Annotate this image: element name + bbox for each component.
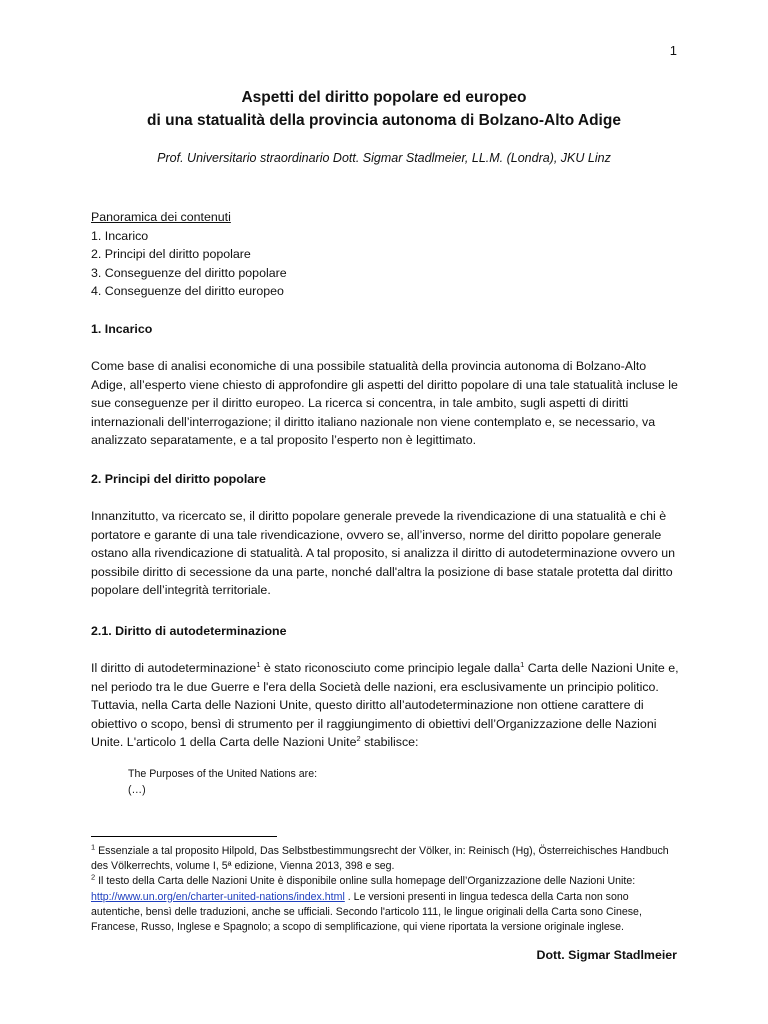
body-text: Carta delle Nazioni Unite e, nel periodo tra le due Guerre e l'era della Società delle nazioni, era esclusivamente un principio politico. Tuttavia, nella Carta delle Nazioni Unite, questo diritto all’autodeterminazione non ottiene carattere di obiettivo o scopo, bensì di strumento per il raggiungimento di obiettivi dell’Organizzazione delle Nazioni Unite. L'articolo 1 della Carta delle Nazioni Unite: [91, 661, 679, 749]
title-line-2: di una statualità della provincia autonoma di Bolzano-Alto Adige: [147, 112, 621, 129]
footnote-ref-1b[interactable]: 1: [520, 659, 525, 669]
charter-quote: [128, 766, 317, 798]
body-text: è stato riconosciuto come principio legale dalla: [260, 661, 521, 675]
section-2-1-heading: 2.1. Diritto di autodeterminazione: [91, 624, 287, 638]
title-line-1: Aspetti del diritto popolare ed europeo: [241, 89, 527, 106]
toc-item: 1. Incarico: [91, 228, 149, 243]
section-2-1-body: [91, 659, 681, 752]
un-charter-link[interactable]: http://www.un.org/en/charter-united-nations/index.html: [91, 890, 345, 903]
footnote-separator: [91, 836, 277, 837]
table-of-contents: [91, 208, 681, 301]
section-1-body: Come base di analisi economiche di una possibile statualità della provincia autonoma di Bolzano-Alto Adige, all’esperto viene chiesto di approfondire gli aspetti del diritto popolare di una tale statualità incluse le sue conseguenze per il diritto europeo. La ricerca si concentra, in tale ambito, sugli aspetti di diritti internazionali dell’interrogazione; il diritto italiano nazionale non viene contemplato e, se necessario, va analizzato separatamente, e a tal proposito l’esperto non è legittimato.: [91, 359, 678, 447]
footnote-text: Il testo della Carta delle Nazioni Unite è disponibile online sulla homepage dell’Organizzazione delle Nazioni Unite:: [95, 875, 636, 888]
footnote-2: [91, 874, 681, 935]
quote-line: The Purposes of the United Nations are:: [128, 768, 318, 780]
toc-item: 3. Conseguenze del diritto popolare: [91, 265, 287, 280]
footnote-1: [91, 844, 681, 874]
toc-item: 4. Conseguenze del diritto europeo: [91, 284, 284, 298]
toc-heading: Panoramica dei contenuti: [91, 210, 231, 224]
toc-item: 2. Principi del diritto popolare: [91, 247, 251, 261]
author-line: Prof. Universitario straordinario Dott. Sigmar Stadlmeier, LL.M. (Londra), JKU Linz: [157, 151, 611, 165]
footnotes: [91, 844, 681, 935]
document-title: [0, 86, 768, 132]
footnote-text: . Le versioni presenti in lingua tedesca della Carta non sono autentiche, bensì delle traduzioni, anche se ufficiali. Secondo l'articolo 111, le lingue originali della Carta sono Cinese, Francese, Russo, Inglese e Spagnolo; a scopo di semplificazione, qui viene riportata la versione originale inglese.: [91, 890, 642, 934]
footnote-number: 2: [91, 872, 96, 882]
footnote-number: 1: [91, 842, 96, 852]
section-1-heading: 1. Incarico: [91, 322, 153, 336]
footnote-ref-1[interactable]: 1: [256, 659, 261, 669]
section-2-body: Innanzitutto, va ricercato se, il diritto popolare generale prevede la rivendicazione di una statualità e chi è portatore e garante di una tale rivendicazione, ovvero se, all’inverso, norme del diritto popolare generale ostano alla rivendicazione di statualità. A tal proposito, si analizza il diritto di autodeterminazione ovvero un possibile diritto di secessione da una parte, nonché dall'altra la posizione di base statale protetta dal diritto popolare dell’integrità territoriale.: [91, 509, 676, 597]
body-text: Il diritto di autodeterminazione: [91, 661, 257, 675]
quote-ellipsis: (…): [128, 784, 146, 796]
section-2-heading: 2. Principi del diritto popolare: [91, 472, 266, 486]
footnote-ref-2[interactable]: 2: [356, 733, 361, 743]
body-text: stabilisce:: [360, 735, 419, 749]
page-number: 1: [669, 43, 677, 58]
footnote-text: Essenziale a tal proposito Hilpold, Das Selbstbestimmungsrecht der Völker, in: Reinisch (Hg), Österreichisches Handbuch des Völkerrechts, volume I, 5ª edizione, Vienna 2013, 398 e seg.: [91, 845, 669, 873]
page-footer-author: Dott. Sigmar Stadlmeier: [536, 948, 677, 962]
